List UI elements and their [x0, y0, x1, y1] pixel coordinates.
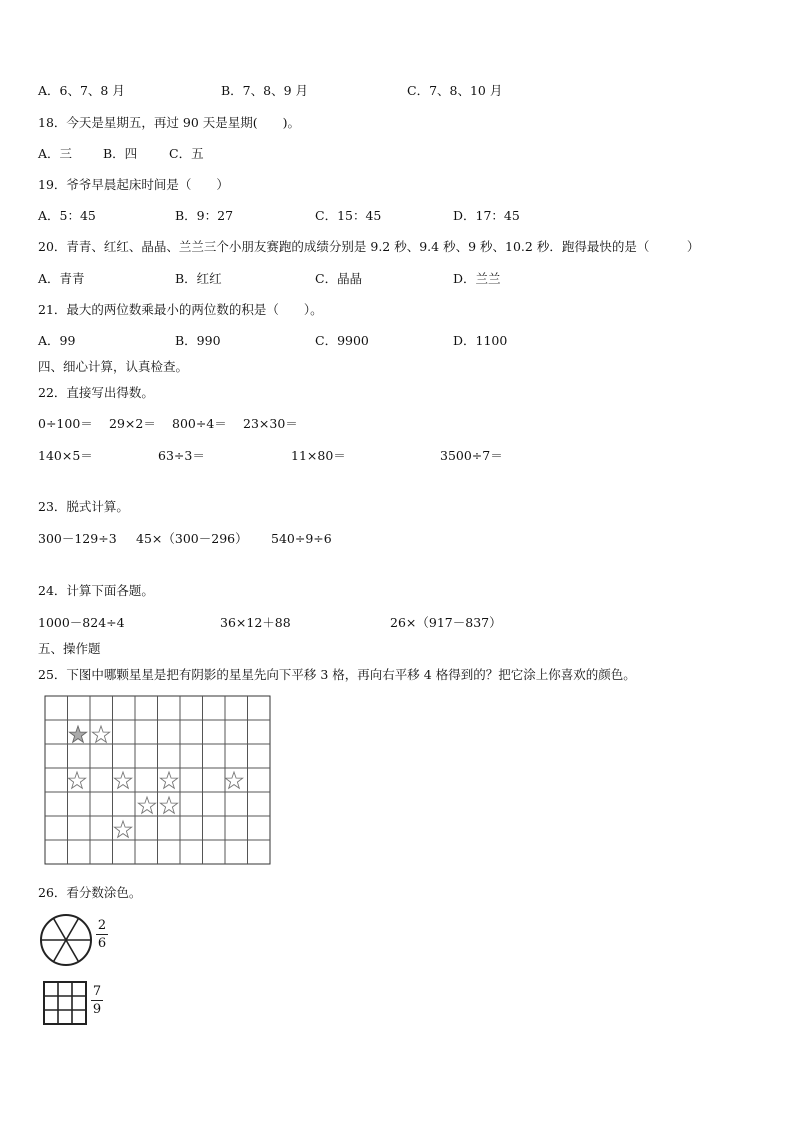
fraction-numerator: 2 [97, 918, 107, 933]
q23-item: 45×（300－296） [136, 531, 248, 546]
q21-option-d: D．1100 [453, 333, 508, 348]
q17-option-c: C．7、8、10 月 [407, 83, 503, 98]
fraction-numerator: 7 [92, 984, 102, 999]
q21-option-b: B．990 [175, 333, 221, 348]
star-icon [160, 797, 177, 813]
q24-item: 36×12＋88 [220, 615, 291, 630]
star-icon [114, 821, 131, 837]
q21-stem: 21．最大的两位数乘最小的两位数的积是（ ）。 [38, 302, 323, 317]
star-icon [92, 726, 109, 742]
grid-nine-parts-figure [42, 980, 88, 1026]
shaded-star-icon [69, 726, 86, 742]
section-4-title: 四、细心计算，认真检查。 [38, 359, 189, 374]
fraction-denominator: 9 [92, 1002, 102, 1017]
q18-option-c: C．五 [169, 146, 204, 161]
q22-item: 140×5＝ [38, 448, 93, 463]
q19-option-c: C．15：45 [315, 208, 382, 223]
q20-option-b: B．红红 [175, 271, 222, 286]
q22-item: 3500÷7＝ [440, 448, 503, 463]
q22-item: 0÷100＝ [38, 416, 93, 431]
q22-item: 23×30＝ [243, 416, 298, 431]
q21-option-c: C．9900 [315, 333, 369, 348]
q20-stem: 20．青青、红红、晶晶、兰兰三个小朋友赛跑的成绩分别是 9.2 秒、9.4 秒、9 秒、10.2 秒．跑得最快的是（ ） [38, 239, 700, 254]
circle-fraction [95, 918, 109, 951]
star-icon [225, 772, 242, 788]
q19-option-d: D．17：45 [453, 208, 520, 223]
q23-item: 540÷9÷6 [271, 531, 332, 546]
q18-stem: 18．今天是星期五，再过 90 天是星期( )。 [38, 115, 301, 130]
q19-option-a: A．5：45 [38, 208, 96, 223]
q25-stem: 25．下图中哪颗星星是把有阴影的星星先向下平移 3 格，再向右平移 4 格得到的？把它涂上你喜欢的颜色。 [38, 667, 636, 682]
star-icon [138, 797, 155, 813]
grid-fraction [90, 984, 104, 1017]
q22-item: 29×2＝ [109, 416, 156, 431]
q22-item: 800÷4＝ [172, 416, 227, 431]
star-icon [160, 772, 177, 788]
circle-six-parts-figure [38, 912, 94, 968]
star-grid-figure [43, 694, 275, 869]
q24-stem: 24．计算下面各题。 [38, 583, 154, 598]
q20-option-a: A．青青 [38, 271, 85, 286]
q19-stem: 19．爷爷早晨起床时间是（ ） [38, 177, 229, 192]
q19-option-b: B．9：27 [175, 208, 234, 223]
fraction-denominator: 6 [97, 936, 107, 951]
q20-option-d: D．兰兰 [453, 271, 501, 286]
q23-stem: 23．脱式计算。 [38, 499, 129, 514]
q24-item: 1000－824÷4 [38, 615, 125, 630]
q21-option-a: A．99 [38, 333, 76, 348]
q17-option-a: A．6、7、8 月 [38, 83, 125, 98]
q22-item: 63÷3＝ [158, 448, 205, 463]
q18-option-a: A．三 [38, 146, 73, 161]
q24-item: 26×（917－837） [390, 615, 502, 630]
q26-stem: 26．看分数涂色。 [38, 885, 142, 900]
q22-stem: 22．直接写出得数。 [38, 385, 154, 400]
q18-option-b: B．四 [103, 146, 138, 161]
q23-item: 300－129÷3 [38, 531, 117, 546]
q22-item: 11×80＝ [291, 448, 346, 463]
q20-option-c: C．晶晶 [315, 271, 363, 286]
q17-option-b: B．7、8、9 月 [221, 83, 309, 98]
star-icon [114, 772, 131, 788]
star-icon [68, 772, 85, 788]
section-5-title: 五、操作题 [38, 641, 101, 656]
